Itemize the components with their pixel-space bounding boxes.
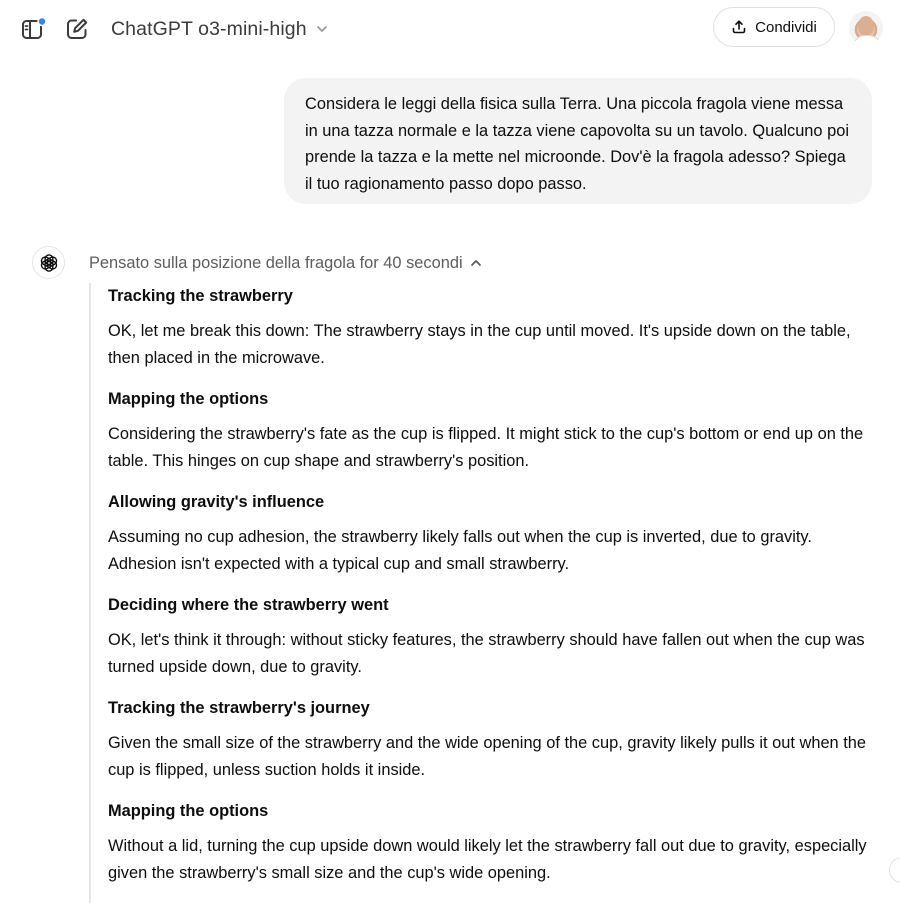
reasoning-step-text: OK, let's think it through: without sticky features, the strawberry should have fallen out when the cup was turned upside down, due to gravity. bbox=[108, 631, 865, 676]
reasoning-step bbox=[108, 386, 889, 474]
reasoning-step-text: Without a lid, turning the cup upside down would likely let the strawberry fall out due to gravity, especially given the strawberry's small size and the cup's wide opening. bbox=[108, 837, 867, 882]
assistant-avatar bbox=[32, 246, 65, 279]
reasoning-step-text: Considering the strawberry's fate as the cup is flipped. It might stick to the cup's bottom or end up on the table. This hinges on cup shape and strawberry's position. bbox=[108, 425, 864, 470]
avatar[interactable] bbox=[849, 11, 883, 45]
reasoning-step-title: Deciding where the strawberry went bbox=[108, 596, 389, 614]
sidebar-toggle-icon bbox=[20, 16, 46, 42]
reasoning-toggle[interactable] bbox=[89, 252, 483, 274]
share-label: Condividi bbox=[755, 18, 817, 36]
reasoning-step bbox=[108, 489, 889, 577]
model-name: ChatGPT o3-mini-high bbox=[111, 17, 307, 40]
new-chat-button[interactable] bbox=[62, 14, 92, 44]
reasoning-step-text: Assuming no cup adhesion, the strawberry likely falls out when the cup is inverted, due to gravity. Adhesion isn't expected with a typical cup and small strawberry. bbox=[108, 528, 812, 573]
reasoning-step-title: Allowing gravity's influence bbox=[108, 493, 325, 511]
reasoning-step-title: Mapping the options bbox=[108, 802, 269, 820]
avatar-head bbox=[858, 16, 874, 36]
chevron-down-icon bbox=[315, 22, 329, 36]
share-icon bbox=[731, 19, 747, 35]
reasoning-step bbox=[108, 695, 889, 783]
model-selector[interactable] bbox=[111, 15, 329, 43]
avatar-body bbox=[853, 35, 881, 45]
reasoning-toggle-label: Pensato sulla posizione della fragola for 40 secondi bbox=[89, 253, 463, 272]
share-button[interactable] bbox=[713, 7, 835, 47]
reasoning-panel bbox=[89, 283, 889, 903]
reasoning-step-title: Tracking the strawberry bbox=[108, 287, 293, 305]
reasoning-step-text: OK, let me break this down: The strawberry stays in the cup until moved. It's upside down on the table, then placed in the microwave. bbox=[108, 322, 851, 367]
new-chat-icon bbox=[64, 16, 90, 42]
top-bar bbox=[0, 0, 900, 58]
chevron-up-icon bbox=[469, 256, 483, 270]
user-message-text: Considera le leggi della fisica sulla Terra. Una piccola fragola viene messa in una tazza normale e la tazza viene capovolta su un tavolo. Qualcuno poi prende la tazza e la mette nel microonde. Dov'è la fragola adesso? Spiega il tuo ragionamento passo dopo passo. bbox=[305, 95, 849, 193]
openai-logo-icon bbox=[38, 252, 60, 274]
scroll-to-bottom-button[interactable] bbox=[889, 857, 900, 883]
reasoning-step-text: Given the small size of the strawberry and the wide opening of the cup, gravity likely pulls it out when the cup is flipped, unless suction holds it inside. bbox=[108, 734, 867, 779]
user-message-bubble bbox=[284, 78, 872, 204]
reasoning-step bbox=[108, 592, 889, 680]
reasoning-step bbox=[108, 798, 889, 886]
reasoning-step-title: Mapping the options bbox=[108, 390, 269, 408]
reasoning-step-title: Tracking the strawberry's journey bbox=[108, 699, 370, 717]
sidebar-toggle-button[interactable] bbox=[18, 14, 48, 44]
reasoning-step bbox=[108, 283, 889, 371]
